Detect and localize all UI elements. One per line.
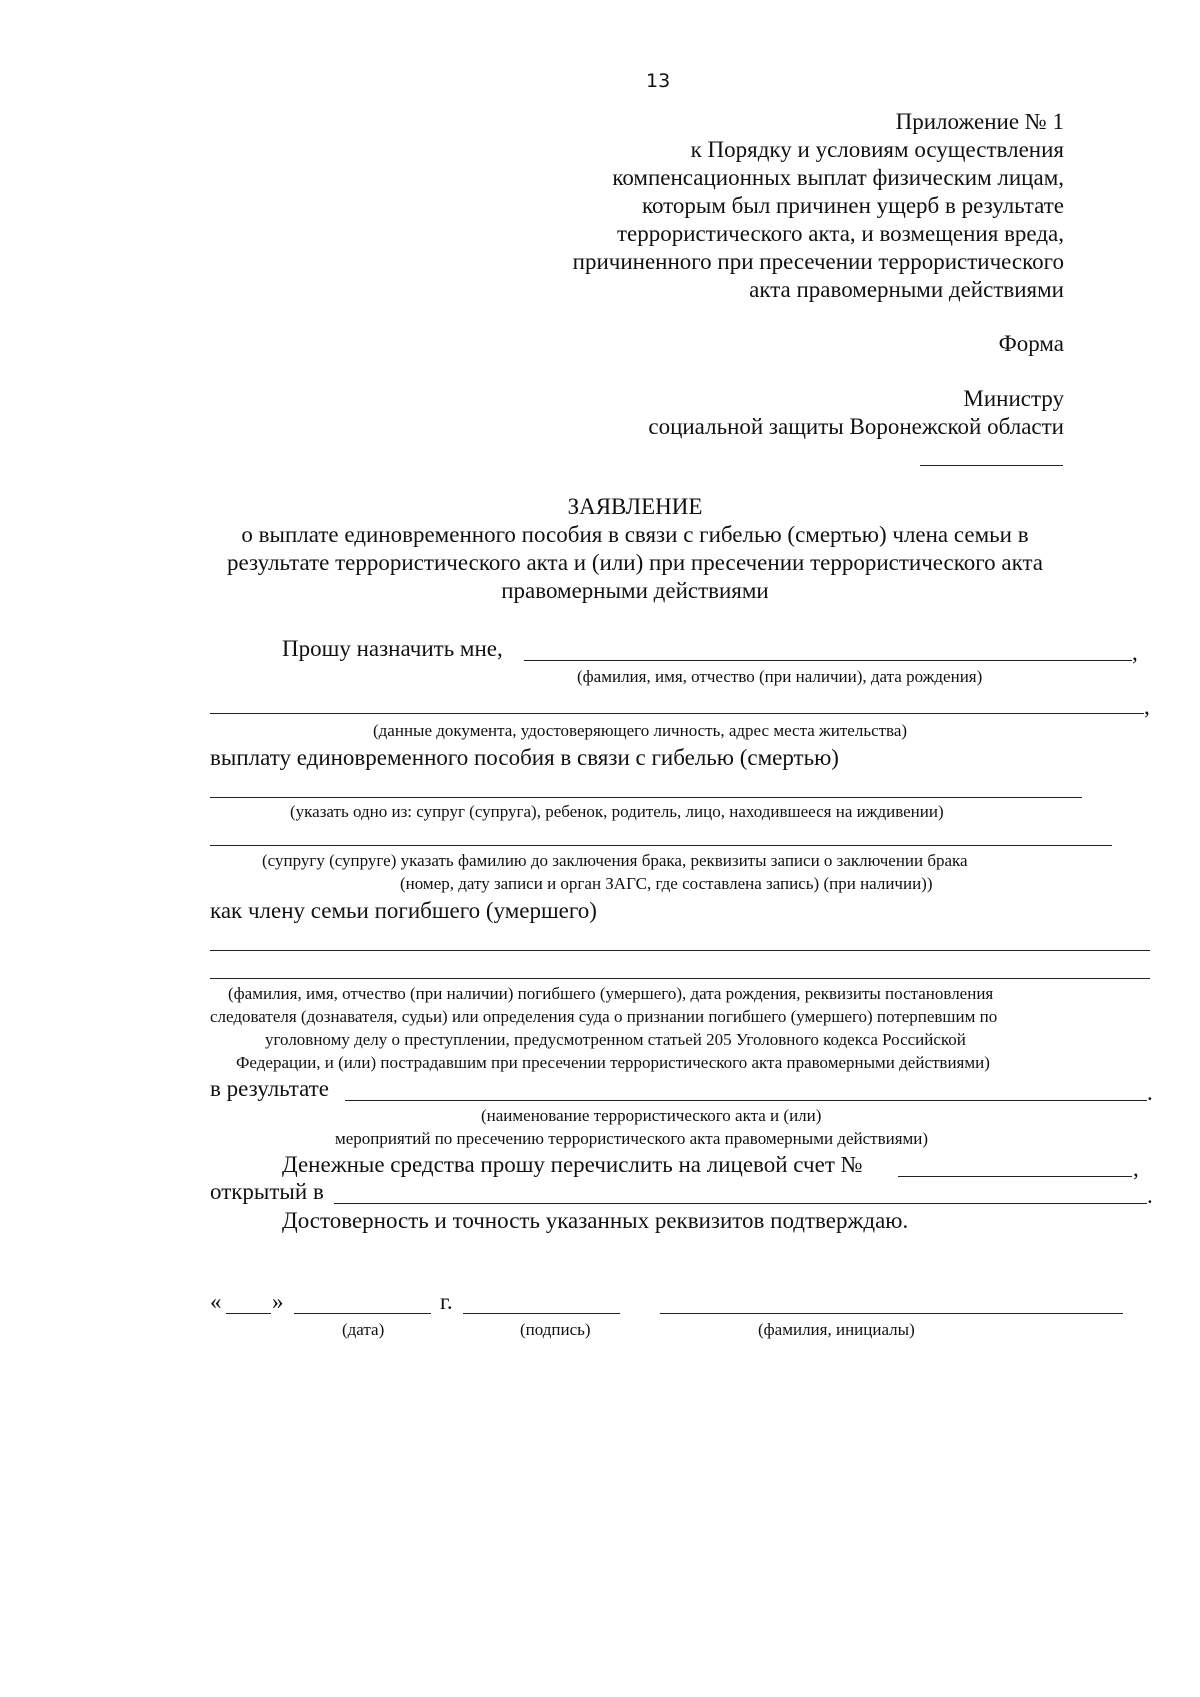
opened-in-label: открытый в bbox=[210, 1179, 324, 1204]
as-member-line: как члену семьи погибшего (умершего) bbox=[210, 898, 597, 923]
addressee-line: социальной защиты Воронежской области bbox=[648, 414, 1064, 439]
terror-act-field[interactable] bbox=[345, 1100, 1147, 1101]
relation-field[interactable] bbox=[210, 797, 1082, 798]
comma: , bbox=[1132, 640, 1138, 665]
confirm-line: Достоверность и точность указанных реквизитов подтверждаю. bbox=[282, 1208, 909, 1233]
caption-sign: (подпись) bbox=[520, 1320, 591, 1339]
account-number-field[interactable] bbox=[898, 1176, 1132, 1177]
year-suffix: г. bbox=[440, 1289, 453, 1314]
period: . bbox=[1147, 1183, 1153, 1208]
appendix-line: компенсационных выплат физическим лицам, bbox=[612, 165, 1064, 190]
caption-deceased: (фамилия, имя, отчество (при наличии) погибшего (умершего), дата рождения, реквизиты постановления bbox=[228, 984, 994, 1003]
caption-date: (дата) bbox=[342, 1320, 385, 1339]
statement-subtitle-line: результате террористического акта и (или) при пресечении террористического акта bbox=[227, 550, 1043, 575]
spouse-details-field[interactable] bbox=[210, 845, 1112, 846]
payment-line: выплату единовременного пособия в связи с гибелью (смертью) bbox=[210, 745, 839, 770]
caption-deceased: следователя (дознавателя, судьи) или определения суда о признании погибшего (умершего) потерпевшим по bbox=[210, 1007, 998, 1026]
request-label: Прошу назначить мне, bbox=[282, 636, 503, 661]
account-line: Денежные средства прошу перечислить на лицевой счет № bbox=[282, 1152, 863, 1177]
quote-open: « bbox=[210, 1289, 222, 1314]
deceased-field-2[interactable] bbox=[210, 978, 1150, 979]
as-result-label: в результате bbox=[210, 1076, 329, 1101]
comma: , bbox=[1133, 1156, 1139, 1181]
appendix-line: которым был причинен ущерб в результате bbox=[641, 193, 1064, 218]
caption-fio: (фамилия, имя, отчество (при наличии), дата рождения) bbox=[577, 667, 983, 686]
caption-deceased: Федерации, и (или) пострадавшим при пресечении террористического акта правомерными действиями) bbox=[236, 1053, 990, 1072]
addressee-line: Министру bbox=[963, 386, 1064, 411]
day-field[interactable] bbox=[226, 1313, 271, 1314]
appendix-title: Приложение № 1 bbox=[895, 109, 1064, 134]
bank-field[interactable] bbox=[334, 1203, 1147, 1204]
page-number: 13 bbox=[646, 70, 671, 92]
form-label: Форма bbox=[998, 331, 1064, 356]
appendix-line: причиненного при пресечении террористического bbox=[572, 249, 1064, 274]
caption-document: (данные документа, удостоверяющего личность, адрес места жительства) bbox=[373, 721, 908, 740]
caption-deceased: уголовному делу о преступлении, предусмотренном статьей 205 Уголовного кодекса Российской bbox=[265, 1030, 966, 1049]
addressee-name-field[interactable] bbox=[920, 465, 1063, 466]
statement-subtitle-line: правомерными действиями bbox=[501, 578, 769, 603]
caption-relation: (указать одно из: супруг (супруга), ребенок, родитель, лицо, находившееся на иждивении) bbox=[290, 802, 944, 821]
applicant-document-field[interactable] bbox=[210, 713, 1144, 714]
applicant-fio-field[interactable] bbox=[524, 660, 1132, 661]
appendix-line: террористического акта, и возмещения вреда, bbox=[616, 221, 1064, 246]
comma: , bbox=[1144, 694, 1150, 719]
caption-name: (фамилия, инициалы) bbox=[758, 1320, 915, 1339]
caption-act: (наименование террористического акта и (или) bbox=[481, 1106, 822, 1125]
deceased-field-1[interactable] bbox=[210, 950, 1150, 951]
month-field[interactable] bbox=[294, 1313, 431, 1314]
statement-title: ЗАЯВЛЕНИЕ bbox=[567, 494, 703, 519]
appendix-line: к Порядку и условиям осуществления bbox=[690, 137, 1064, 162]
period: . bbox=[1147, 1080, 1153, 1105]
caption-spouse: (супругу (супруге) указать фамилию до заключения брака, реквизиты записи о заключении брака bbox=[262, 851, 968, 870]
appendix-line: акта правомерными действиями bbox=[749, 277, 1064, 302]
name-initials-field[interactable] bbox=[660, 1313, 1123, 1314]
statement-subtitle-line: о выплате единовременного пособия в связи с гибелью (смертью) члена семьи в bbox=[241, 522, 1029, 547]
quote-close: » bbox=[272, 1289, 284, 1314]
caption-spouse: (номер, дату записи и орган ЗАГС, где составлена запись) (при наличии)) bbox=[400, 874, 933, 893]
caption-act: мероприятий по пресечению террористического акта правомерными действиями) bbox=[335, 1129, 929, 1148]
signature-field[interactable] bbox=[463, 1313, 620, 1314]
